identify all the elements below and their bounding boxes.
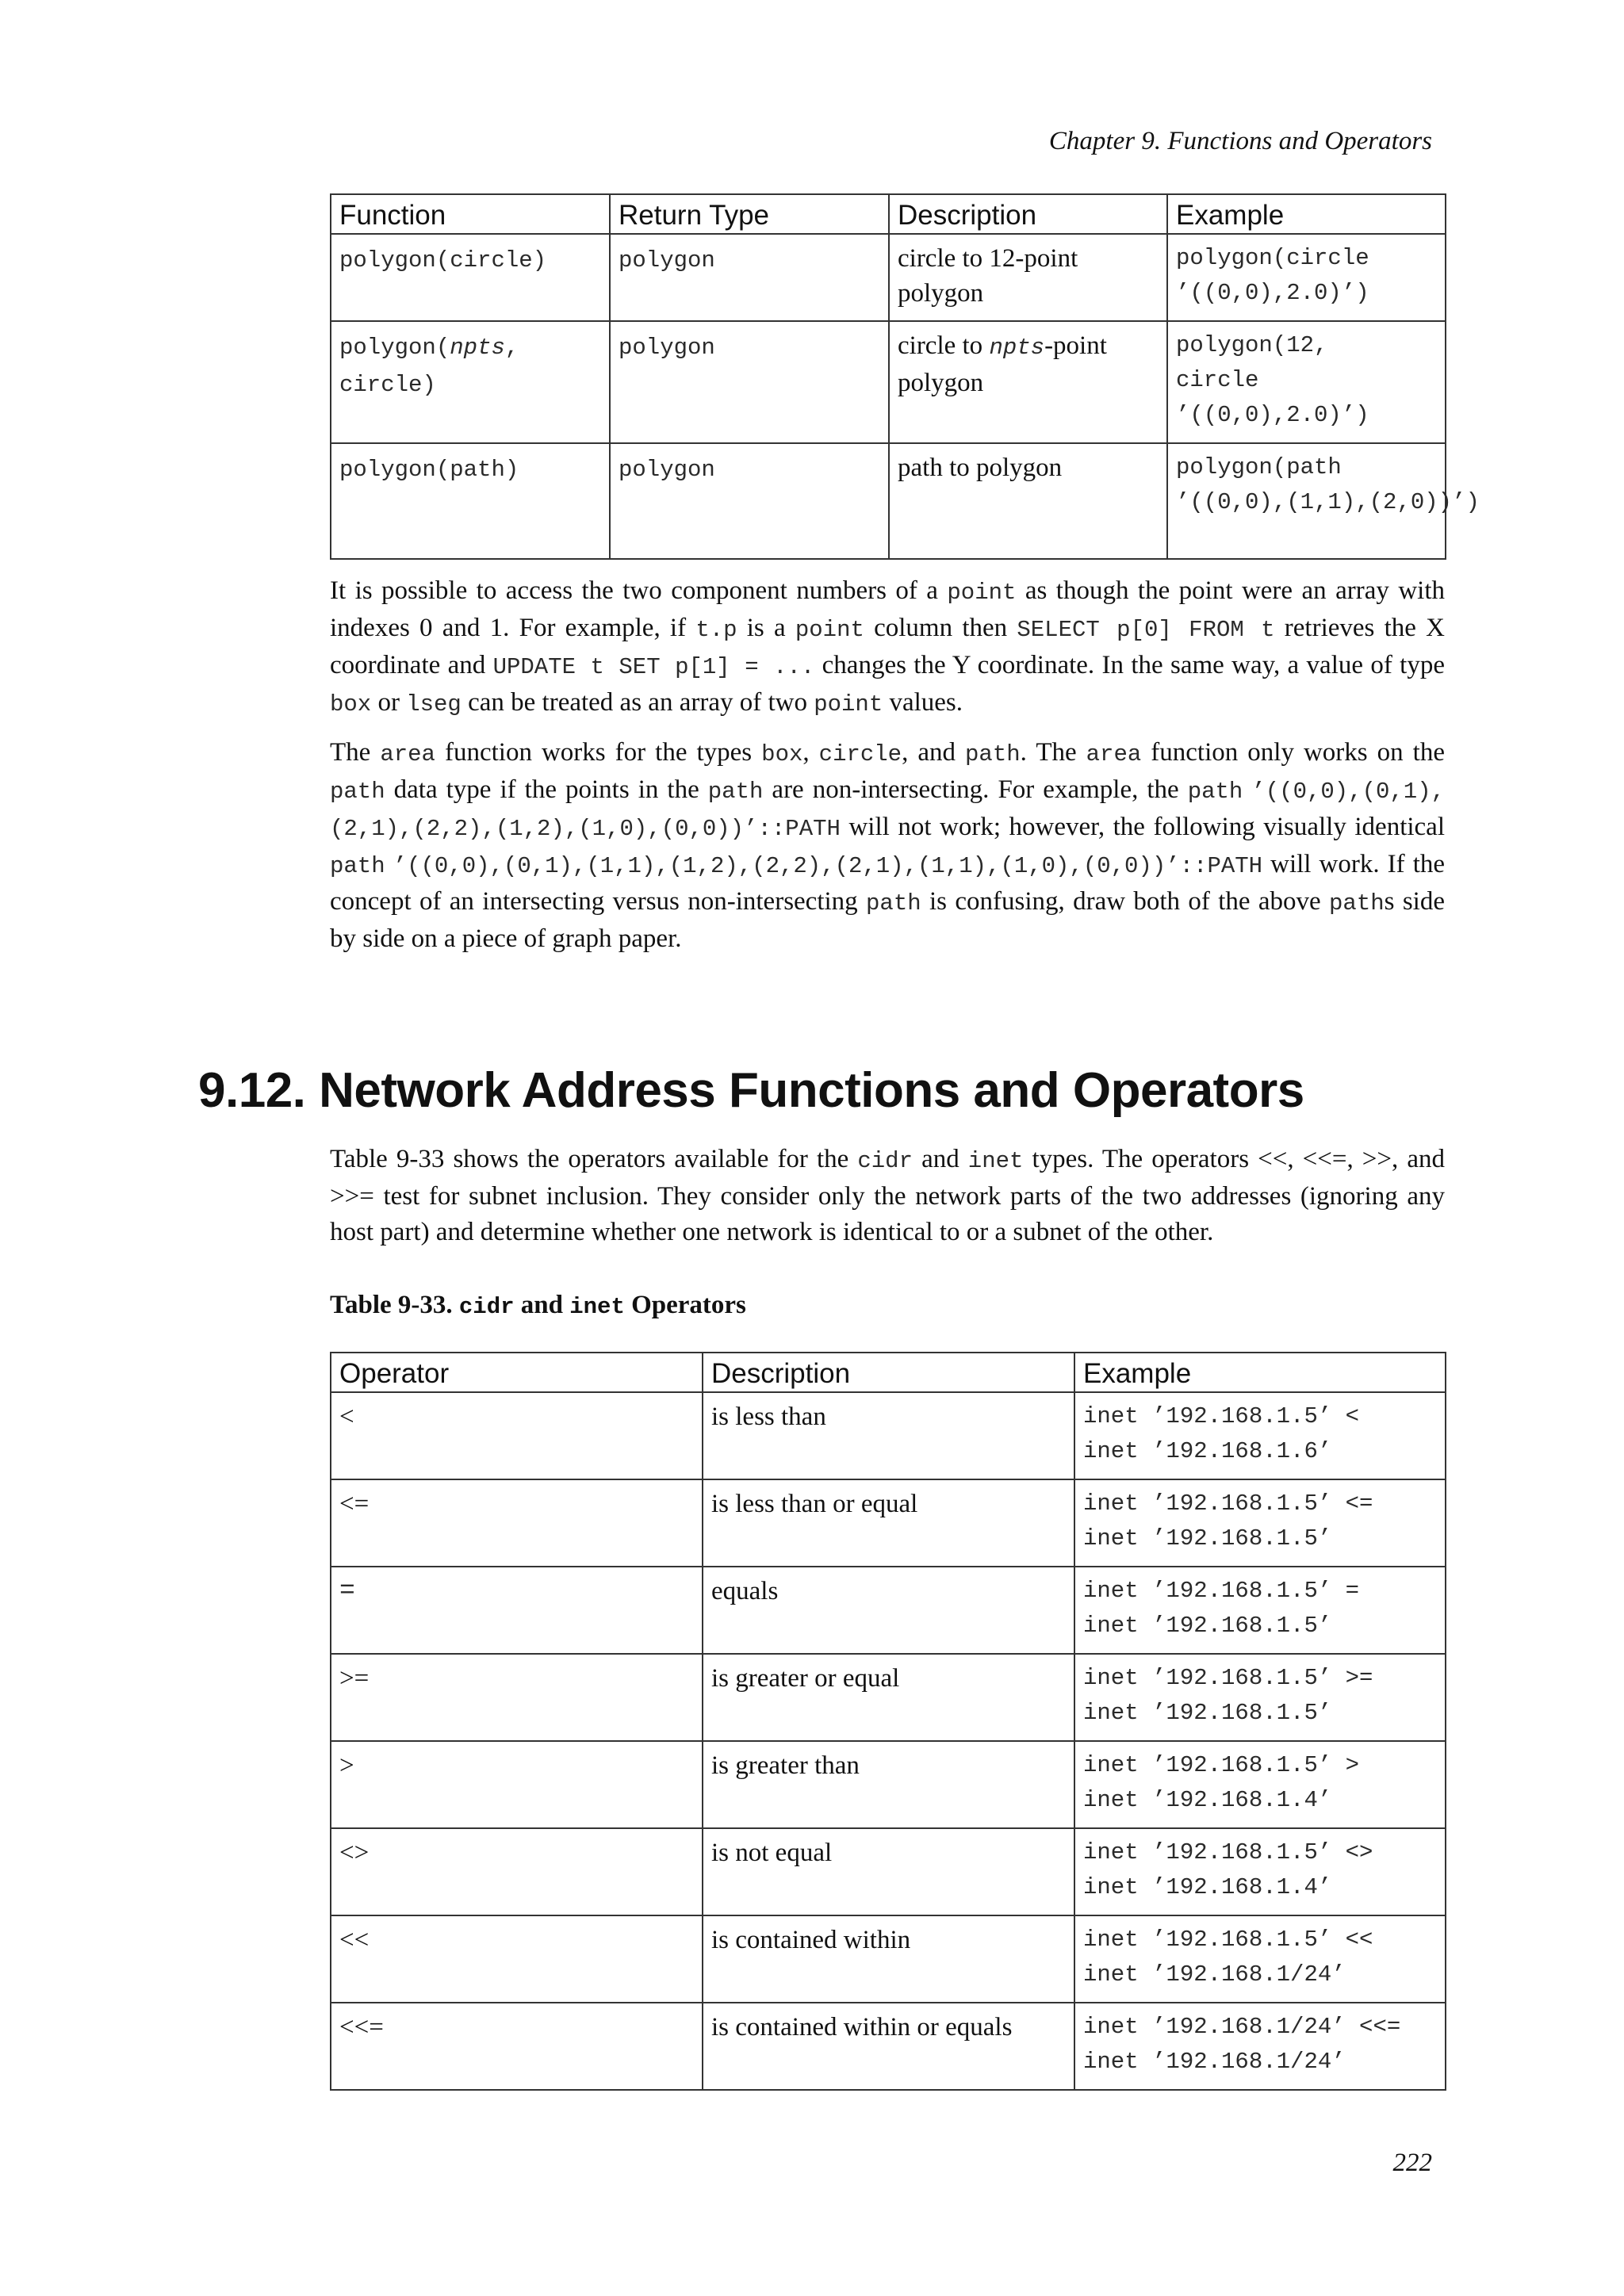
description-cell: is not equal [703,1828,1074,1915]
function-table [330,193,1480,560]
table-row [331,1741,1446,1828]
table-row [331,1392,1446,1479]
operator-cell: <> [331,1828,703,1915]
example-cell: polygon(circle ’((0,0),2.0)’) [1167,234,1446,321]
operator-table [330,1352,1446,2091]
example-cell: inet ’192.168.1.5’ <> inet ’192.168.1.4’ [1074,1828,1446,1915]
description-cell: path to polygon [889,443,1167,559]
description-cell: is contained within [703,1915,1074,2003]
function-cell: polygon(circle) [331,234,610,321]
operator-cell: = [331,1567,703,1654]
example-cell: inet ’192.168.1.5’ = inet ’192.168.1.5’ [1074,1567,1446,1654]
operator-cell: <= [331,1479,703,1567]
description-cell: circle to 12-point polygon [889,234,1167,321]
table-row [331,234,1446,321]
table-caption: Table 9-33. cidr and inet Operators [330,1291,746,1320]
function-cell: polygon(path) [331,443,610,559]
description-cell: is less than [703,1392,1074,1479]
operator-table-body [331,1392,1446,2090]
column-header: Example [1074,1353,1446,1392]
table-row [331,1479,1446,1567]
column-header: Operator [331,1353,703,1392]
example-cell: inet ’192.168.1.5’ << inet ’192.168.1/24’ [1074,1915,1446,2003]
description-cell: equals [703,1567,1074,1654]
table-row [331,1915,1446,2003]
description-cell: is greater than [703,1741,1074,1828]
example-cell: inet ’192.168.1.5’ > inet ’192.168.1.4’ [1074,1741,1446,1828]
paragraph: The area function works for the types box, circle, and path. The area function only works on the path data type if the points in the path are non-intersecting. For example, the path ’((0,0),(0,1),(2,1),(2,2),(1,2),(1,0),(0,0))’::PATH will not work; however, the following visually identical path ’((0,0),(0,1),(1,1),(1,2),(2,2),(2,1),(1,1),(1,0),(0,0))’::PATH will work. If the concept of an intersecting versus non-intersecting path is confusing, draw both of the above paths side by side on a piece of graph paper. [330,738,1446,953]
paragraph: Table 9-33 shows the operators available for the cidr and inet types. The operators <<, <<=, >>, and >>= test for subnet inclusion. They consider only the network parts of the two addresses (ignoring any host part) and determine whether one network is identical to or a subnet of the other. [330,1145,1445,1246]
operator-cell: >= [331,1654,703,1741]
body-text [330,573,1445,970]
table-row [331,443,1446,559]
operator-cell: < [331,1392,703,1479]
table-row [331,2003,1446,2090]
function-cell: polygon(npts, circle) [331,321,610,443]
example-cell: inet ’192.168.1.5’ >= inet ’192.168.1.5’ [1074,1654,1446,1741]
paragraph: It is possible to access the two component numbers of a point as though the point were an array with indexes 0 and 1. For example, if t.p is a point column then SELECT p[0] FROM t retrieves the X coordinate and UPDATE t SET p[1] = ... changes the Y coordinate. In the same way, a value of type box or lseg can be treated as an array of two point values. [330,576,1445,718]
description-cell: is contained within or equals [703,2003,1074,2090]
section-heading: 9.12. Network Address Functions and Operators [198,1063,1304,1118]
column-header: Description [889,194,1167,234]
operator-cell: > [331,1741,703,1828]
example-cell: inet ’192.168.1/24’ <<= inet ’192.168.1/24’ [1074,2003,1446,2090]
column-header: Function [331,194,610,234]
description-cell: is less than or equal [703,1479,1074,1567]
table-row [331,1654,1446,1741]
example-cell: inet ’192.168.1.5’ < inet ’192.168.1.6’ [1074,1392,1446,1479]
return-type-cell: polygon [610,234,889,321]
return-type-cell: polygon [610,443,889,559]
example-cell: polygon(12, circle ’((0,0),2.0)’) [1167,321,1446,443]
example-cell: polygon(path ’((0,0),(1,1),(2,0))’) [1167,443,1446,559]
column-header: Return Type [610,194,889,234]
running-header: Chapter 9. Functions and Operators [1048,127,1432,155]
table-header-row [331,194,1446,234]
page-number: 222 [1392,2149,1432,2177]
example-cell: inet ’192.168.1.5’ <= inet ’192.168.1.5’ [1074,1479,1446,1567]
function-args: circle [450,247,533,274]
table-row [331,321,1446,443]
table-header-row [331,1353,1446,1392]
column-header: Description [703,1353,1074,1392]
body-text [330,1142,1445,1263]
return-type-cell: polygon [610,321,889,443]
description-cell: circle to npts-point polygon [889,321,1167,443]
table-row [331,1567,1446,1654]
column-header: Example [1167,194,1446,234]
function-name: polygon [339,247,436,274]
table-row [331,1828,1446,1915]
operator-cell: << [331,1915,703,2003]
operator-cell: <<= [331,2003,703,2090]
description-cell: is greater or equal [703,1654,1074,1741]
